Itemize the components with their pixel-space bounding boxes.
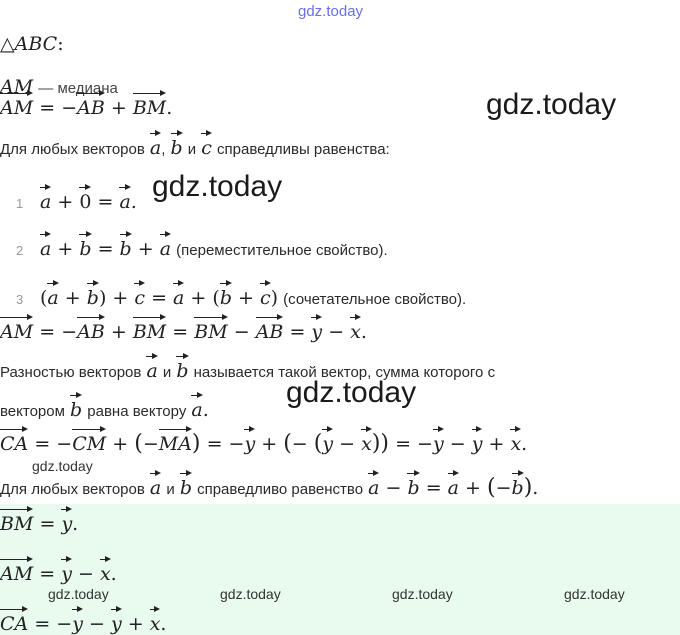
watermark-small-1: gdz.today (32, 458, 93, 474)
answer-bm: BM = y. (0, 506, 78, 535)
median-line-partial: AM — медиана (0, 76, 118, 98)
property-3-number: 3 (16, 292, 24, 307)
triangle-label: △ABC: (0, 33, 64, 55)
am-chain: AM = −AB + BM = BM − AB = y − x. (0, 314, 367, 343)
property-2-number: 2 (16, 243, 24, 258)
watermark-big-3: gdz.today (286, 376, 417, 409)
property-1-number: 1 (16, 196, 24, 211)
difference-definition-line-2: вектором b равна вектору a. (0, 392, 209, 421)
property-3: (a + b) + c = a + (b + c) (сочетательное свойство). (40, 280, 466, 309)
watermark-top: gdz.today (298, 3, 364, 20)
am-decomposition: AM = −AB + BM. (0, 90, 172, 119)
watermark-small-2: gdz.today (48, 586, 109, 602)
answer-am: AM = y − x. (0, 556, 117, 585)
watermark-big-2: gdz.today (152, 170, 283, 203)
ca-chain: CA = −CM + (−MA) = −y + (− (y − x)) = −y − y + x. (0, 426, 527, 456)
property-1: a + 0 = a. (40, 184, 137, 213)
rule-intro: Для любых векторов a, b и c справедливы равенства: (0, 130, 390, 159)
watermark-small-3: gdz.today (220, 586, 281, 602)
answer-ca: CA = −y − y + x. (0, 606, 166, 635)
difference-definition-line-1: Разностью векторов a и b называется такой вектор, сумма которого с (0, 353, 495, 382)
watermark-big-1: gdz.today (486, 88, 617, 121)
watermark-small-4: gdz.today (392, 586, 453, 602)
property-2: a + b = b + a (переместительное свойство). (40, 231, 388, 260)
watermark-small-5: gdz.today (564, 586, 625, 602)
difference-rule: Для любых векторов a и b справедливо равенство a − b = a + (−b). (0, 470, 538, 500)
